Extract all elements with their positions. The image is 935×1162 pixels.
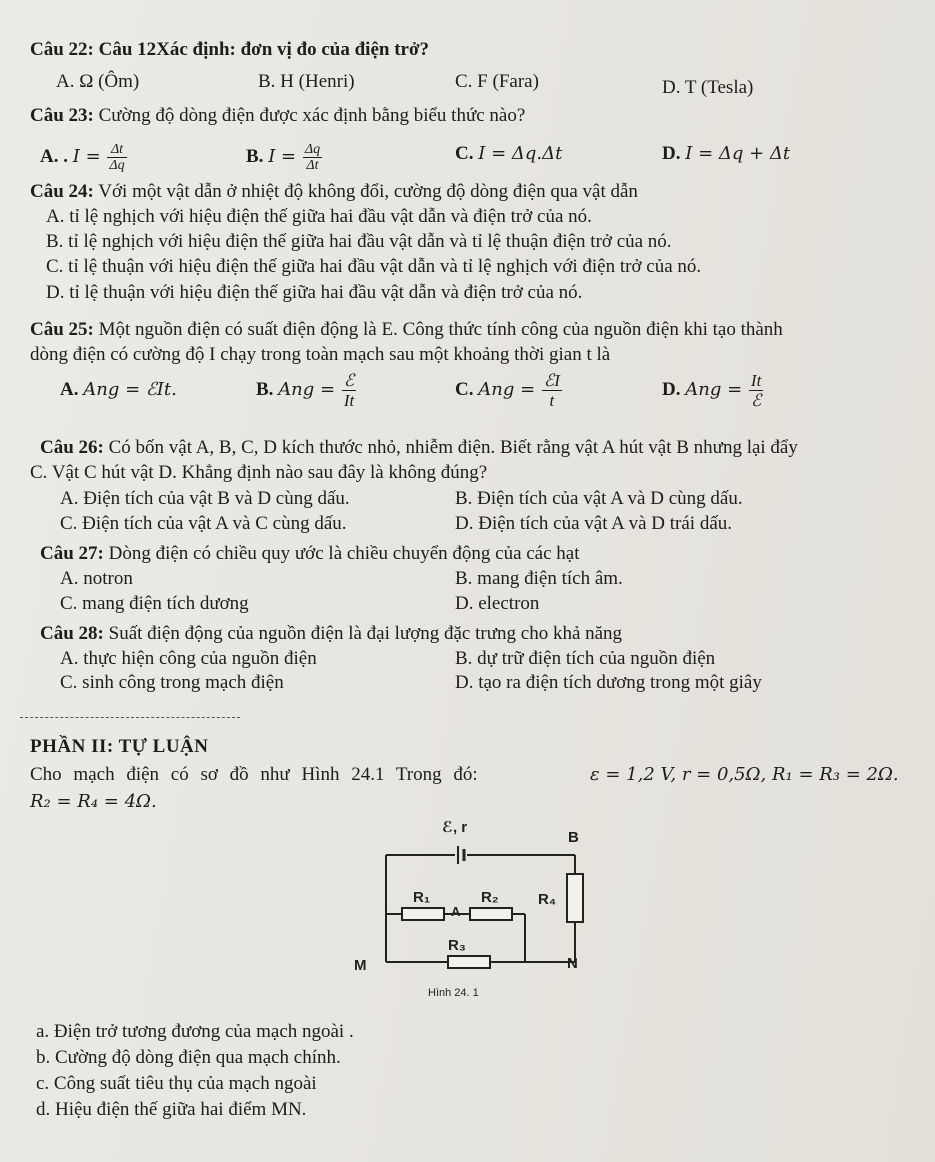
q27-text: Dòng điện có chiều quy ước là chiều chuyển động của các hạt	[103, 543, 580, 564]
q25-stem	[30, 318, 783, 342]
q25-option-c	[455, 362, 564, 418]
task-a: a. Điện trở tương đương của mạch ngoài .	[36, 1021, 354, 1042]
q25-c-label: C.	[455, 379, 474, 400]
q27-stem	[40, 542, 580, 566]
r3-label: R₃	[448, 937, 466, 954]
q28-option-a: A. thực hiện công của nguồn điện	[60, 648, 317, 669]
q26-text-1: Có bốn vật A, B, C, D kích thước nhỏ, nhiễm điện. Biết rằng vật A hút vật B nhưng lại đẩy	[103, 437, 798, 458]
q26-label: Câu 26:	[40, 437, 104, 458]
q26-stem-2: C. Vật C hút vật D. Khẳng định nào sau đây là không đúng?	[30, 462, 488, 483]
q28-label: Câu 28:	[40, 623, 104, 644]
q25-a-label: A.	[60, 379, 79, 400]
q23-c-label: C.	[455, 143, 474, 164]
node-a-label: A	[451, 904, 461, 919]
resistor-r3	[448, 956, 490, 968]
q23-a-fraction	[107, 142, 126, 173]
q25-c-den: t	[549, 391, 555, 411]
node-b-label: B	[568, 829, 579, 846]
figure-caption: Hình 24. 1	[428, 987, 479, 999]
q28-option-b: B. dự trữ điện tích của nguồn điện	[455, 648, 716, 669]
q23-b-fraction	[303, 142, 322, 173]
q23-option-c	[455, 142, 562, 166]
r4-label: R₄	[538, 891, 556, 908]
q22-option-d: D. T (Tesla)	[662, 77, 754, 98]
q28-stem	[40, 622, 622, 646]
q25-text-1: Một nguồn điện có suất điện động là E. Công thức tính công của nguồn điện khi tạo thành	[93, 319, 783, 340]
q28-option-d: D. tạo ra điện tích dương trong một giây	[455, 672, 762, 693]
q27-label: Câu 27:	[40, 543, 104, 564]
q25-d-label: D.	[662, 379, 681, 400]
q27-option-d: D. electron	[455, 593, 540, 614]
q24-text: Với một vật dẫn ở nhiệt độ không đổi, cường độ dòng điện qua vật dẫn	[93, 181, 638, 202]
q24-option-c: C. tỉ lệ thuận với hiệu điện thế giữa hai đầu vật dẫn và tỉ lệ nghịch với điện trở của nó.	[46, 256, 702, 277]
q25-stem-2: dòng điện có cường độ I chạy trong toàn mạch sau một khoảng thời gian t là	[30, 344, 611, 365]
q26-option-a: A. Điện tích của vật B và D cùng dấu.	[60, 488, 350, 509]
task-b: b. Cường độ dòng điện qua mạch chính.	[36, 1047, 341, 1068]
q22-option-b: B. H (Henri)	[258, 71, 355, 92]
q25-b-den: It	[343, 391, 355, 411]
q24-stem	[30, 180, 638, 204]
circuit-diagram	[330, 812, 600, 1002]
q23-c-expr: I = Δq.Δt	[478, 143, 563, 164]
q25-option-b	[256, 362, 358, 418]
q25-c-num: ℰI	[543, 371, 560, 391]
q26-option-d: D. Điện tích của vật A và D trái dấu.	[455, 513, 733, 534]
q23-b-lhs: I =	[268, 145, 297, 167]
task-c: c. Công suất tiêu thụ của mạch ngoài	[36, 1073, 317, 1094]
q26-stem	[40, 436, 798, 460]
q25-c-fraction	[542, 371, 562, 410]
part2-heading: PHẦN II: TỰ LUẬN	[30, 736, 209, 757]
resistor-r1	[402, 908, 444, 920]
q23-label: Câu 23:	[30, 105, 94, 126]
q25-label: Câu 25:	[30, 319, 94, 340]
q22-option-c: C. F (Fara)	[455, 71, 539, 92]
q23-d-label: D.	[662, 143, 681, 164]
q25-d-num: It	[750, 371, 762, 391]
q25-b-label: B.	[256, 379, 274, 400]
q23-option-a	[40, 142, 129, 173]
q23-text: Cường độ dòng điện được xác định bằng biểu thức nào?	[93, 105, 526, 126]
q26-option-b: B. Điện tích của vật A và D cùng dấu.	[455, 488, 743, 509]
node-m-label: M	[354, 957, 367, 974]
q24-option-b: B. tỉ lệ nghịch với hiệu điện thế giữa hai đầu vật dẫn và tỉ lệ thuận điện trở của nó.	[46, 231, 672, 252]
task-d: d. Hiệu điện thế giữa hai điểm MN.	[36, 1099, 307, 1120]
q27-option-b: B. mang điện tích âm.	[455, 568, 623, 589]
resistor-r2	[470, 908, 512, 920]
part2-intro: Cho mạch điện có sơ đồ như Hình 24.1 Trong đó:	[30, 764, 478, 785]
q23-a-num: Δt	[107, 142, 126, 158]
q28-text: Suất điện động của nguồn điện là đại lượng đặc trưng cho khả năng	[103, 623, 623, 644]
q25-d-lhs: Ang =	[685, 379, 743, 400]
q25-b-num: ℰ	[342, 371, 356, 391]
q23-a-den: Δq	[109, 158, 125, 173]
node-n-label: N	[567, 955, 578, 972]
resistor-r4	[567, 874, 583, 922]
q27-option-c: C. mang điện tích dương	[60, 593, 249, 614]
q25-d-den: ℰ	[750, 391, 762, 411]
q23-option-b	[246, 142, 324, 173]
q26-option-c: C. Điện tích của vật A và C cùng dấu.	[60, 513, 347, 534]
part2-params-1: ε = 1,2 V, r = 0,5Ω, R₁ = R₃ = 2Ω.	[590, 764, 899, 785]
q28-option-c: C. sinh công trong mạch điện	[60, 672, 284, 693]
r1-label: R₁	[413, 889, 431, 906]
q23-b-den: Δt	[306, 158, 319, 173]
q24-option-a: A. tỉ lệ nghịch với hiệu điện thế giữa hai đầu vật dẫn và điện trở của nó.	[46, 206, 592, 227]
part2-params-2: R₂ = R₄ = 4Ω.	[30, 791, 157, 812]
q25-c-lhs: Ang =	[478, 379, 536, 400]
q25-b-fraction	[342, 371, 356, 410]
q24-label: Câu 24:	[30, 181, 94, 202]
q23-d-expr: I = Δq + Δt	[685, 143, 791, 164]
q25-option-a	[60, 362, 177, 418]
q22-stem: Câu 22: Câu 12Xác định: đơn vị đo của điện trở?	[30, 39, 429, 60]
q25-option-d	[662, 362, 765, 418]
q23-b-num: Δq	[304, 142, 321, 157]
q24-option-d: D. tỉ lệ thuận với hiệu điện thế giữa hai đầu vật dẫn và điện trở của nó.	[46, 282, 583, 303]
q23-a-lhs: I =	[72, 145, 101, 167]
source-label: ℰ, r	[442, 819, 468, 836]
q23-b-label: B.	[246, 145, 264, 167]
q22-option-a: A. Ω (Ôm)	[56, 71, 140, 92]
q25-d-fraction	[749, 371, 763, 410]
q27-option-a: A. notron	[60, 568, 133, 589]
q25-b-lhs: Ang =	[278, 379, 336, 400]
q23-stem	[30, 104, 525, 128]
section-divider	[20, 717, 240, 718]
q23-a-label: A. .	[40, 145, 68, 167]
q23-option-d	[662, 142, 790, 166]
r2-label: R₂	[481, 889, 499, 906]
q25-a-expr: Ang = ℰIt.	[83, 379, 177, 400]
